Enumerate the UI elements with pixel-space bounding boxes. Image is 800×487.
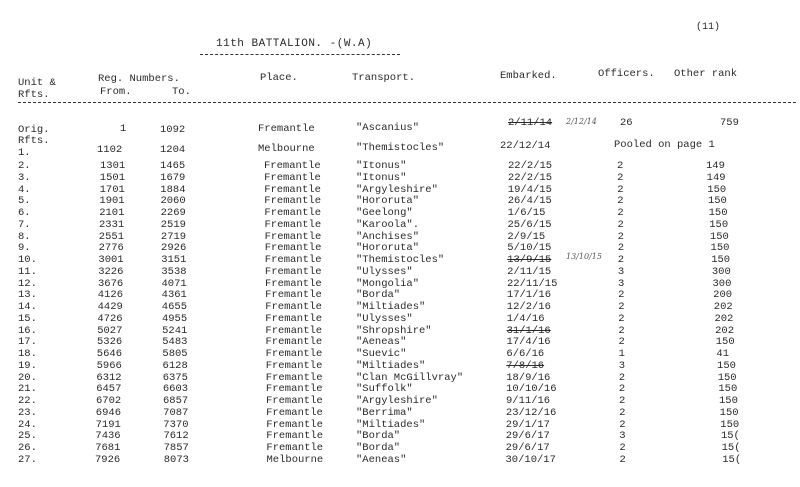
cell-from: 7926 — [95, 453, 121, 466]
cell-place: Fremantle — [264, 183, 321, 196]
cell-place: Fremantle — [266, 442, 324, 454]
cell-to: 5241 — [162, 324, 188, 337]
cell-unit: 14. — [18, 301, 37, 313]
cell-officers: 2 — [618, 371, 626, 384]
cell-other-ranks: 150 — [719, 406, 739, 419]
first-unit: 1. — [18, 147, 31, 159]
first-from: 1102 — [97, 144, 123, 156]
cell-place: Fremantle — [265, 301, 322, 313]
orig-officers: 26 — [620, 117, 633, 129]
cell-officers: 2 — [617, 218, 624, 231]
cell-embarked: 17/1/16 — [506, 289, 551, 302]
first-to: 1204 — [160, 144, 186, 156]
cell-to: 3151 — [161, 254, 187, 266]
header-reg-from: From. — [100, 86, 132, 98]
header-unit-line2: Rfts. — [18, 89, 50, 101]
cell-embarked: 29/6/17 — [505, 430, 550, 443]
cell-unit: 4. — [18, 183, 31, 196]
cell-unit: 22. — [18, 395, 37, 407]
cell-officers: 2 — [619, 418, 626, 431]
cell-embarked: 30/10/17 — [505, 453, 556, 466]
cell-to: 2519 — [160, 218, 186, 231]
cell-other-ranks: 150 — [717, 371, 737, 384]
cell-transport: "Itonus" — [356, 171, 407, 184]
cell-officers: 2 — [617, 171, 624, 184]
cell-embarked: 17/4/16 — [506, 336, 551, 349]
cell-from: 5027 — [97, 324, 123, 337]
cell-officers: 2 — [619, 395, 626, 407]
cell-transport: "Miltiades" — [356, 359, 426, 372]
cell-from: 7681 — [95, 442, 121, 454]
cell-other-ranks: 150 — [718, 383, 738, 396]
cell-transport: "Mongolia" — [356, 277, 420, 290]
cell-from: 1701 — [99, 183, 125, 196]
cell-other-ranks: 41 — [716, 348, 729, 360]
cell-officers: 2 — [617, 207, 624, 219]
cell-officers: 1 — [618, 348, 625, 360]
cell-unit: 3. — [18, 171, 31, 184]
cell-transport: "Borda" — [356, 442, 401, 454]
cell-place: Fremantle — [265, 312, 323, 325]
header-reg-to: To. — [172, 86, 191, 98]
cell-embarked: 18/9/16 — [506, 371, 551, 384]
cell-officers: 2 — [617, 195, 624, 208]
cell-other-ranks: 149 — [706, 171, 726, 184]
cell-unit: 23. — [18, 406, 37, 419]
cell-officers: 3 — [618, 277, 625, 290]
cell-embarked: 2/9/15 — [507, 230, 546, 243]
cell-transport: "Berrima" — [356, 406, 413, 419]
cell-place: Fremantle — [265, 324, 323, 337]
cell-place: Fremantle — [266, 395, 323, 407]
cell-unit: 26. — [18, 442, 37, 454]
cell-to: 7857 — [163, 442, 189, 454]
cell-to: 6857 — [163, 395, 189, 407]
cell-embarked: 12/2/16 — [506, 301, 551, 313]
orig-unit-line1: Orig. — [18, 124, 50, 136]
cell-embarked: 13/9/15 — [507, 254, 552, 266]
page-number: (11) — [696, 22, 721, 33]
cell-embarked: 19/4/15 — [507, 183, 552, 196]
cell-unit: 18. — [18, 348, 37, 360]
orig-to: 1092 — [160, 124, 186, 136]
cell-place: Fremantle — [265, 277, 322, 290]
cell-from: 3001 — [98, 254, 124, 266]
cell-from: 1901 — [99, 195, 125, 208]
cell-officers: 2 — [619, 453, 626, 466]
cell-to: 7612 — [163, 430, 189, 443]
cell-to: 7087 — [163, 406, 189, 419]
cell-officers: 2 — [618, 289, 625, 302]
cell-transport: "Aeneas" — [356, 336, 407, 349]
cell-place: Fremantle — [265, 348, 323, 360]
cell-place: Fremantle — [266, 430, 324, 443]
cell-officers: 2 — [618, 336, 625, 349]
cell-transport: "Miltiades" — [356, 418, 426, 431]
cell-unit: 8. — [18, 230, 31, 243]
cell-place: Fremantle — [265, 383, 323, 396]
cell-place: Fremantle — [265, 289, 322, 302]
cell-officers: 2 — [617, 230, 624, 243]
cell-unit: 17. — [18, 336, 37, 349]
cell-other-ranks: 15( — [720, 430, 740, 443]
cell-place: Fremantle — [265, 359, 323, 372]
cell-transport: "Geelong" — [356, 207, 413, 219]
cell-embarked: 9/11/16 — [506, 395, 551, 407]
cell-to: 6375 — [162, 371, 188, 384]
cell-embarked: 23/12/16 — [505, 406, 557, 419]
cell-place: Fremantle — [265, 336, 323, 349]
cell-officers: 3 — [619, 430, 626, 443]
cell-embarked: 2/11/15 — [507, 265, 552, 278]
cell-officers: 3 — [617, 265, 625, 278]
cell-other-ranks: 200 — [713, 289, 733, 302]
header-unit-line1: Unit & — [18, 77, 56, 89]
cell-place: Fremantle — [264, 160, 321, 172]
cell-from: 3226 — [98, 265, 124, 278]
cell-other-ranks: 150 — [708, 207, 728, 219]
orig-transport: "Ascanius" — [356, 122, 420, 134]
cell-other-ranks: 150 — [711, 254, 731, 266]
cell-from: 2331 — [99, 218, 125, 231]
cell-place: Fremantle — [264, 171, 321, 184]
cell-other-ranks: 300 — [712, 277, 732, 290]
cell-place: Fremantle — [265, 371, 323, 384]
cell-embarked: 7/8/16 — [506, 359, 545, 372]
cell-officers: 2 — [618, 301, 625, 313]
cell-other-ranks: 15( — [721, 442, 741, 454]
cell-to: 1679 — [160, 171, 186, 184]
cell-transport: "Hororuta" — [356, 195, 420, 208]
cell-transport: "Miltiades" — [356, 301, 426, 313]
cell-to: 4361 — [161, 289, 187, 302]
cell-to: 4071 — [161, 277, 187, 290]
header-rule — [18, 102, 796, 103]
cell-from: 5966 — [96, 359, 122, 372]
header-other-rank: Other rank — [674, 68, 738, 80]
cell-embarked: 1/6/15 — [507, 207, 546, 219]
orig-place: Fremantle — [258, 123, 315, 135]
header-transport: Transport. — [352, 72, 416, 84]
cell-unit: 9. — [18, 242, 31, 255]
cell-unit: 27. — [18, 453, 37, 466]
first-embarked: 22/12/14 — [500, 140, 551, 152]
cell-embarked: 29/6/17 — [505, 442, 550, 454]
cell-officers: 2 — [617, 183, 624, 196]
cell-to: 4655 — [161, 301, 188, 313]
cell-other-ranks: 150 — [710, 242, 730, 255]
cell-place: Fremantle — [264, 207, 322, 219]
cell-embarked: 26/4/15 — [507, 195, 552, 208]
cell-officers: 2 — [618, 383, 626, 396]
cell-transport: "Borda" — [356, 430, 401, 443]
cell-transport: "Themistocles" — [356, 254, 445, 266]
cell-transport: "Shropshire" — [356, 324, 432, 337]
cell-place: Fremantle — [266, 406, 323, 419]
cell-to: 5805 — [162, 348, 188, 360]
cell-place: Fremantle — [264, 242, 322, 255]
cell-transport: "Argyleshire" — [356, 183, 438, 196]
cell-transport: "Itonus" — [356, 160, 407, 172]
first-place: Melbourne — [258, 143, 315, 155]
cell-place: Fremantle — [264, 265, 322, 278]
cell-transport: "Ulysses" — [356, 312, 413, 325]
cell-other-ranks: 150 — [720, 418, 740, 431]
cell-place: Fremantle — [264, 218, 322, 231]
cell-transport: "Argyleshire" — [356, 395, 438, 407]
cell-place: Fremantle — [264, 254, 322, 266]
cell-other-ranks: 150 — [719, 395, 738, 407]
cell-transport: "Karoola". — [356, 218, 420, 231]
cell-embarked: 22/2/15 — [508, 160, 553, 172]
cell-transport: "Aeneas" — [356, 453, 407, 466]
cell-transport: "Borda" — [356, 289, 401, 302]
cell-other-ranks: 150 — [709, 230, 729, 243]
cell-officers: 2 — [617, 160, 624, 172]
cell-unit: 21. — [18, 383, 37, 396]
cell-other-ranks: 202 — [713, 301, 733, 313]
cell-to: 1465 — [160, 160, 186, 172]
cell-from: 3676 — [98, 277, 124, 290]
cell-to: 6603 — [162, 383, 189, 396]
cell-other-ranks: 150 — [707, 183, 727, 196]
cell-from: 6946 — [95, 406, 122, 419]
cell-embarked: 1/4/16 — [506, 312, 545, 325]
cell-from: 4429 — [97, 301, 123, 313]
cell-to: 2719 — [160, 230, 187, 243]
cell-embarked: 31/1/16 — [506, 324, 551, 337]
cell-embarked: 5/10/15 — [507, 242, 552, 255]
cell-unit: 11. — [18, 265, 37, 278]
cell-from: 4726 — [97, 312, 123, 325]
cell-unit: 19. — [18, 359, 37, 372]
first-transport: "Themistocles" — [356, 142, 445, 154]
cell-to: 5483 — [162, 336, 188, 349]
cell-from: 1301 — [100, 160, 126, 172]
cell-embarked: 22/11/15 — [507, 277, 558, 290]
cell-officers: 2 — [619, 442, 626, 454]
cell-from: 2101 — [99, 207, 125, 219]
cell-to: 2060 — [160, 195, 186, 208]
cell-transport: "Ulysses" — [356, 265, 413, 278]
cell-transport: "Hororuta" — [356, 242, 420, 255]
cell-other-ranks: 150 — [709, 218, 729, 231]
cell-place: Fremantle — [266, 418, 323, 431]
cell-from: 1501 — [99, 171, 126, 184]
cell-other-ranks: 15( — [722, 453, 742, 466]
orig-embarked: 2/11/14 — [508, 117, 553, 129]
cell-unit: 6. — [18, 207, 31, 219]
cell-from: 4126 — [97, 289, 124, 302]
cell-transport: "Clan McGillvray" — [356, 371, 464, 384]
cell-to: 8073 — [163, 453, 189, 466]
cell-to: 6128 — [162, 359, 188, 372]
cell-officers: 2 — [618, 324, 625, 337]
cell-officers: 2 — [617, 254, 625, 266]
cell-place: Fremantle — [264, 195, 322, 208]
cell-unit: 10. — [18, 254, 37, 266]
cell-embarked: 10/10/16 — [506, 383, 557, 396]
header-place: Place. — [260, 72, 298, 84]
cell-other-ranks: 150 — [715, 336, 735, 349]
cell-other-ranks: 300 — [711, 265, 731, 278]
title-underline — [200, 54, 400, 55]
cell-to: 2926 — [161, 242, 187, 255]
cell-unit: 25. — [18, 430, 37, 443]
cell-to: 3538 — [161, 265, 187, 278]
header-reg-numbers: Reg. Numbers. — [98, 73, 180, 85]
cell-from: 6457 — [96, 383, 122, 396]
cell-from: 6702 — [96, 395, 122, 407]
cell-embarked: 29/1/17 — [505, 418, 550, 431]
cell-from: 2776 — [98, 242, 124, 255]
page-title: 11th BATTALION. -(W.A) — [216, 38, 373, 50]
cell-from: 7436 — [95, 430, 121, 443]
cell-officers: 2 — [618, 312, 625, 325]
header-embarked: Embarked. — [500, 70, 557, 82]
cell-other-ranks: 202 — [715, 324, 734, 337]
first-note: Pooled on page 1 — [614, 139, 715, 151]
cell-unit: 15. — [18, 312, 37, 325]
cell-embarked: 25/6/15 — [507, 218, 552, 231]
cell-place: Melbourne — [266, 453, 324, 466]
cell-officers: 2 — [617, 242, 624, 255]
cell-officers: 2 — [619, 406, 626, 419]
cell-place: Fremantle — [264, 230, 322, 243]
cell-to: 7370 — [163, 418, 189, 431]
cell-unit: 24. — [18, 418, 37, 431]
cell-transport: "Suevic" — [356, 348, 407, 360]
cell-unit: 7. — [18, 218, 31, 231]
cell-to: 1884 — [160, 183, 186, 196]
cell-unit: 5. — [18, 195, 31, 208]
orig-embarked-note: 2/12/14 — [566, 117, 597, 126]
cell-from: 5646 — [96, 348, 123, 360]
cell-unit: 13. — [18, 289, 37, 302]
cell-other-ranks: 150 — [707, 195, 727, 208]
header-officers: Officers. — [598, 68, 655, 80]
cell-embarked: 6/6/16 — [506, 348, 545, 360]
cell-from: 5326 — [97, 336, 123, 349]
cell-officers: 3 — [618, 359, 625, 372]
cell-unit: 20. — [18, 371, 37, 384]
cell-unit: 12. — [18, 277, 37, 290]
cell-other-ranks: 202 — [714, 312, 734, 325]
cell-unit: 2. — [18, 160, 31, 172]
cell-from: 7191 — [95, 418, 121, 431]
orig-unit-line2: Rfts. — [18, 135, 50, 147]
orig-from: 1 — [120, 123, 127, 135]
cell-from: 6312 — [96, 371, 122, 384]
cell-from: 2551 — [98, 230, 125, 243]
cell-embarked: 22/2/15 — [507, 171, 552, 184]
orig-other-ranks: 759 — [720, 117, 739, 129]
cell-embarked-note: 13/10/15 — [566, 252, 602, 261]
cell-other-ranks: 150 — [717, 359, 736, 372]
cell-unit: 16. — [18, 324, 37, 337]
cell-to: 4955 — [161, 312, 188, 325]
cell-other-ranks: 149 — [706, 160, 725, 172]
cell-transport: "Suffolk" — [356, 383, 413, 396]
cell-to: 2269 — [160, 207, 186, 219]
cell-transport: "Anchises" — [356, 230, 420, 243]
